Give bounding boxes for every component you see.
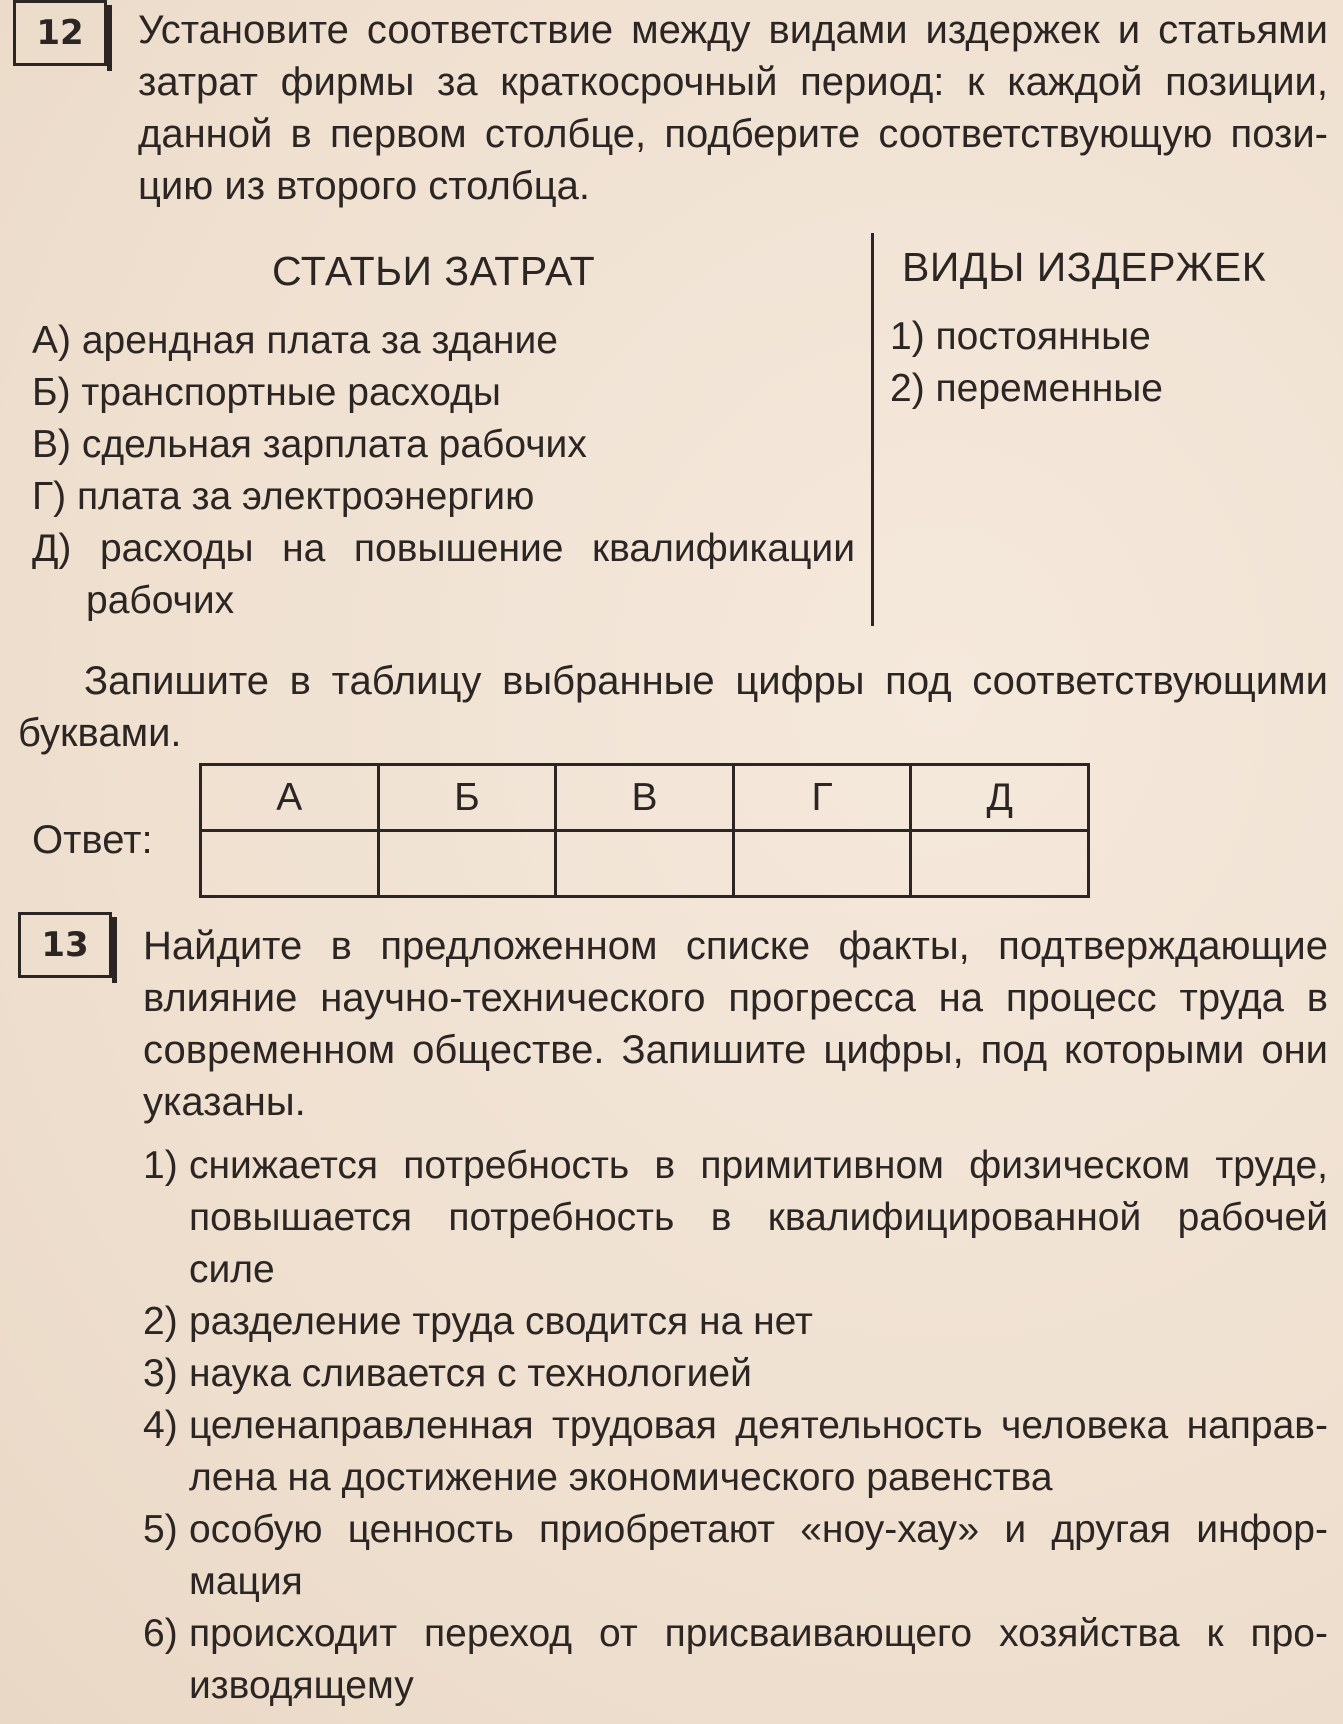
answer-header-a: А — [201, 765, 379, 831]
cost-item-b: Б) транспортные расходы — [32, 371, 501, 414]
q12-instruction-line: Запишите в таблицу выбранные цифры под соответствующими — [84, 659, 1328, 703]
answer-cell-g[interactable] — [733, 831, 911, 897]
q12-instruction — [18, 655, 1328, 759]
option-line: снижается потребность в примитивном физическом труде, — [189, 1144, 1328, 1187]
question-number-13 — [18, 912, 112, 978]
q12-prompt-line: данной в первом столбце, подберите соответствующую пози- — [138, 112, 1328, 156]
q12-instruction-line: буквами. — [18, 711, 182, 755]
option-line: происходит переход от присваивающего хозяйства к про- — [189, 1612, 1328, 1655]
q13-prompt-line: Найдите в предложенном списке факты, подтверждающие — [143, 924, 1328, 968]
q13-option-1 — [143, 1140, 1328, 1296]
option-number: 1) — [143, 1144, 178, 1187]
expense-type-1: 1) постоянные — [890, 315, 1151, 358]
q13-prompt-line: указаны. — [143, 1080, 306, 1124]
option-line: наука сливается с технологией — [189, 1352, 752, 1395]
option-text — [189, 1296, 1328, 1348]
option-line: разделение труда сводится на нет — [189, 1300, 813, 1343]
cost-item-g: Г) плата за электроэнергию — [32, 475, 535, 518]
q13-options-list — [143, 1140, 1328, 1712]
q13-prompt-line: влияние научно-технического прогресса на процесс труда в — [143, 976, 1328, 1020]
option-text — [189, 1504, 1328, 1608]
option-text — [189, 1348, 1328, 1400]
question-number-12 — [13, 0, 107, 66]
answer-table-header-row — [201, 765, 1089, 831]
q13-prompt-line: современном обществе. Запишите цифры, под которыми они — [143, 1028, 1328, 1072]
question-number-13-text: 13 — [41, 925, 89, 965]
answer-header-d: Д — [911, 765, 1089, 831]
expense-types-column-header: ВИДЫ ИЗДЕРЖЕК — [902, 244, 1267, 290]
option-number: 2) — [143, 1300, 178, 1343]
q13-option-4 — [143, 1400, 1328, 1504]
answer-cell-b[interactable] — [378, 831, 556, 897]
option-line: мация — [189, 1560, 303, 1603]
option-line: особую ценность приобретают «ноу-хау» и другая инфор- — [189, 1508, 1328, 1551]
option-line: лена на достижение экономического равенства — [189, 1456, 1053, 1499]
cost-item-a: А) арендная плата за здание — [32, 319, 558, 362]
cost-item-d: Д) расходы на повышение квалификации — [32, 527, 855, 570]
q13-prompt — [143, 920, 1328, 1128]
option-line: повышается потребность в квалифицированной рабочей — [189, 1196, 1328, 1239]
answer-cell-v[interactable] — [556, 831, 734, 897]
answer-header-v: В — [556, 765, 734, 831]
option-number: 6) — [143, 1612, 178, 1655]
q13-option-3 — [143, 1348, 1328, 1400]
q12-prompt-line: затрат фирмы за краткосрочный период: к каждой позиции, — [138, 60, 1328, 104]
question-number-12-text: 12 — [36, 13, 84, 53]
answer-table-input-row — [201, 831, 1089, 897]
option-number: 5) — [143, 1508, 178, 1551]
option-line: изводящему — [189, 1664, 414, 1707]
q12-prompt-line: Установите соответствие между видами издержек и статьями — [138, 8, 1328, 52]
option-number: 3) — [143, 1352, 178, 1395]
answer-cell-d[interactable] — [911, 831, 1089, 897]
option-line: силе — [189, 1248, 275, 1291]
option-text — [189, 1608, 1328, 1712]
cost-item-v: В) сдельная зарплата рабочих — [32, 423, 587, 466]
q12-prompt-line: цию из второго столбца. — [138, 164, 590, 208]
q12-prompt — [138, 4, 1328, 212]
answer-table — [199, 763, 1090, 898]
answer-header-b: Б — [378, 765, 556, 831]
q13-option-6 — [143, 1608, 1328, 1712]
answer-header-g: Г — [733, 765, 911, 831]
expense-type-2: 2) переменные — [890, 367, 1163, 410]
cost-item-d-continued: рабочих — [86, 579, 235, 622]
answer-cell-a[interactable] — [201, 831, 379, 897]
option-text — [189, 1140, 1328, 1296]
option-number: 4) — [143, 1404, 178, 1447]
option-text — [189, 1400, 1328, 1504]
q13-option-5 — [143, 1504, 1328, 1608]
answer-label: Ответ: — [32, 818, 153, 862]
q13-option-2 — [143, 1296, 1328, 1348]
option-line: целенаправленная трудовая деятельность человека направ- — [189, 1404, 1328, 1447]
costs-column-header: СТАТЬИ ЗАТРАТ — [272, 248, 596, 294]
column-divider — [871, 233, 874, 626]
